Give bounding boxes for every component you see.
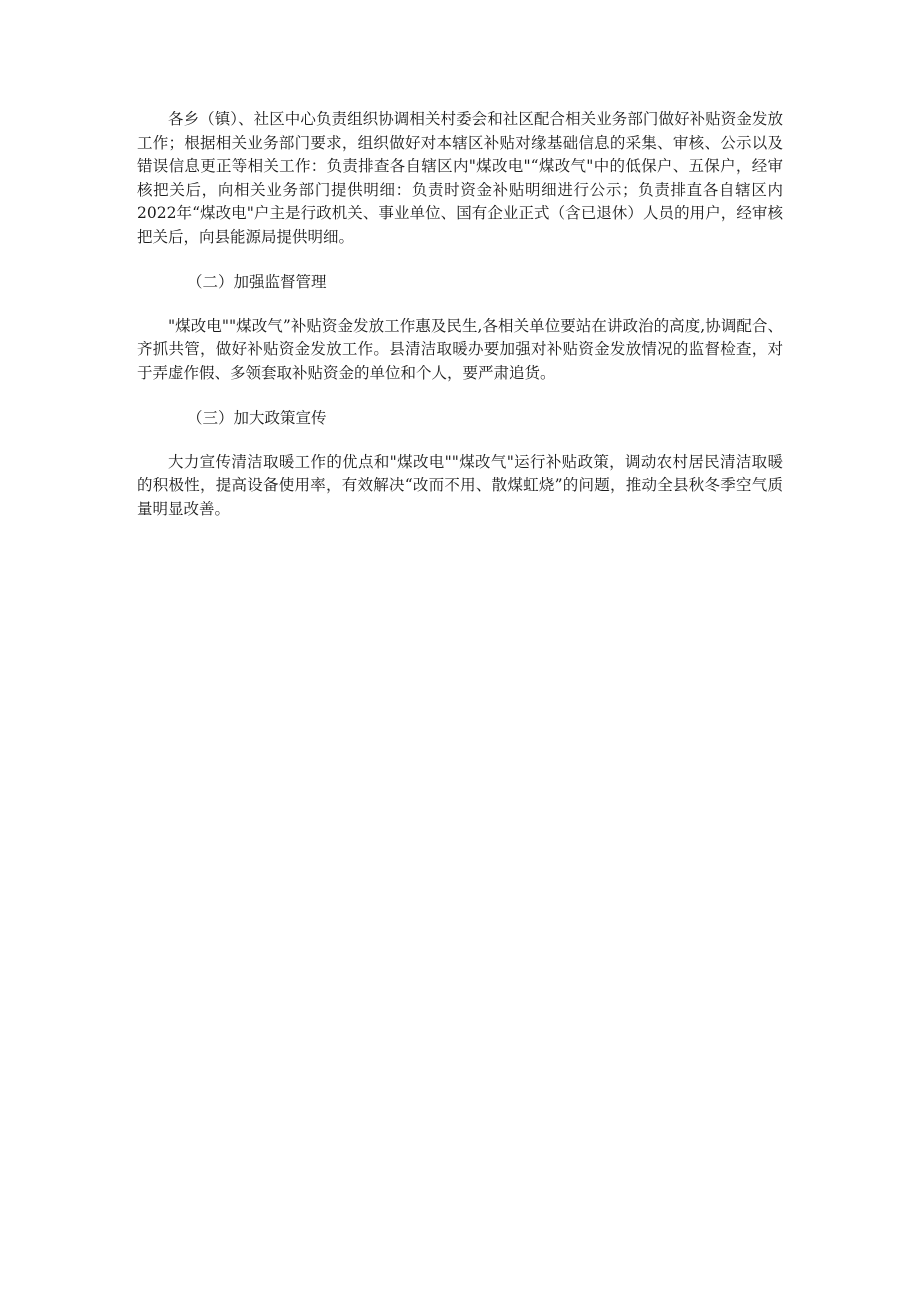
paragraph-township-responsibilities: 各乡（镇）、社区中心负责组织协调相关村委会和社区配合相关业务部门做好补贴资金发放工作；根据相关业务部门要求，组织做好对本辖区补贴对缘基础信息的采集、审核、公示以及错误信息更正等相关工作：负责排查各自辖区内"煤改电"“煤改气"中的低保户、五保户，经审核把关后，向相关业务部门提供明细：负责时资金补贴明细进行公示；负责排直各自辖区内2022年“煤改电"户主是行政机关、事业单位、国有企业正式（含已退休）人员的用户，经审核把关后，向县能源局提供明细。: [137, 110, 783, 246]
document-body: [137, 108, 783, 521]
paragraph-supervision: "煤改电""煤改气”补贴资金发放工作惠及民生,各相关单位要站在讲政治的高度,协调配合、齐抓共管，做好补贴资金发放工作。县清洁取暖办要加强对补贴资金发放情况的监督检查，对于弄虚作假、多领套取补贴资金的单位和个人，要严肃追货。: [137, 316, 783, 382]
paragraph-publicity: 大力宣传清洁取暖工作的优点和"煤改电""煤改气"运行补贴政策，调动农村居民清洁取暖的积极性，提高设备使用率，有效解决“改而不用、散煤虹烧”的问题，推动全县秋冬季空气质量明显改善。: [137, 452, 783, 518]
section-heading-publicity: （三）加大政策宣传: [187, 409, 327, 427]
section-heading-supervision: （二）加强监督管理: [187, 273, 327, 291]
